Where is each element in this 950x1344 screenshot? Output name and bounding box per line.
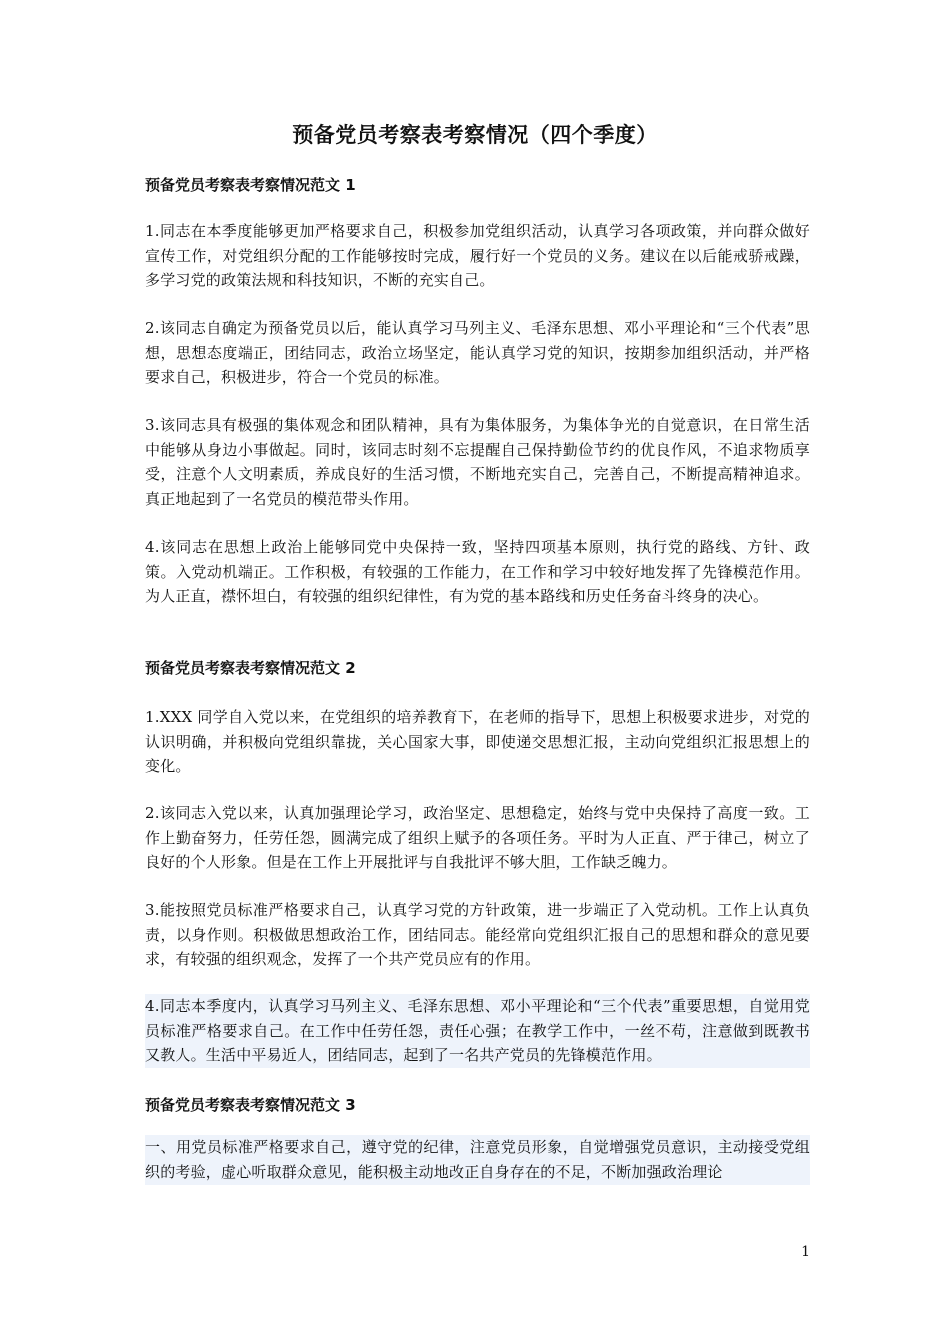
paragraph-2-2: 2.该同志入党以来，认真加强理论学习，政治坚定、思想稳定，始终与党中央保持了高度一致。工作上勤奋努力，任劳任怨，圆满完成了组织上赋予的各项任务。平时为人正直、严于律己，树立了良好的个人形象。但是在工作上开展批评与自我批评不够大胆，工作缺乏魄力。 xyxy=(145,804,810,871)
section-heading-2: 预备党员考察表考察情况范文 2 xyxy=(145,659,356,677)
section-heading-1: 预备党员考察表考察情况范文 1 xyxy=(145,176,356,194)
paragraph-1-4: 4.该同志在思想上政治上能够同党中央保持一致，坚持四项基本原则，执行党的路线、方针、政策。入党动机端正。工作积极，有较强的工作能力，在工作和学习中较好地发挥了先锋模范作用。为人正直，襟怀坦白，有较强的组织纪律性，有为党的基本路线和历史任务奋斗终身的决心。 xyxy=(145,538,810,605)
paragraph-1-3: 3.该同志具有极强的集体观念和团队精神，具有为集体服务，为集体争光的自觉意识，在日常生活中能够从身边小事做起。同时，该同志时刻不忘提醒自己保持勤俭节约的优良作风，不追求物质享受，注意个人文明素质，养成良好的生活习惯，不断地充实自己，完善自己，不断提高精神追求。真正地起到了一名党员的模范带头作用。 xyxy=(145,416,810,508)
paragraph-1-1: 1.同志在本季度能够更加严格要求自己，积极参加党组织活动，认真学习各项政策，并向群众做好宣传工作，对党组织分配的工作能够按时完成，履行好一个党员的义务。建议在以后能戒骄戒躁，多学习党的政策法规和科技知识，不断的充实自己。 xyxy=(145,222,810,289)
section-heading-3: 预备党员考察表考察情况范文 3 xyxy=(145,1096,356,1114)
paragraph-2-3: 3.能按照党员标准严格要求自己，认真学习党的方针政策，进一步端正了入党动机。工作上认真负责，以身作则。积极做思想政治工作，团结同志。能经常向党组织汇报自己的思想和群众的意见要求，有较强的组织观念，发挥了一个共产党员应有的作用。 xyxy=(145,901,810,968)
document-title: 预备党员考察表考察情况（四个季度） xyxy=(292,123,658,147)
page-number: 1 xyxy=(801,1244,810,1260)
paragraph-1-2: 2.该同志自确定为预备党员以后，能认真学习马列主义、毛泽东思想、邓小平理论和“三个代表”思想，思想态度端正，团结同志，政治立场坚定，能认真学习党的知识，按期参加组织活动，并严格要求自己，积极进步，符合一个党员的标准。 xyxy=(145,319,810,386)
paragraph-2-4: 4.同志本季度内，认真学习马列主义、毛泽东思想、邓小平理论和“三个代表”重要思想，自觉用党员标准严格要求自己。在工作中任劳任怨，责任心强；在教学工作中，一丝不苟，注意做到既教书又教人。生活中平易近人，团结同志，起到了一名共产党员的先锋模范作用。 xyxy=(145,994,810,1068)
paragraph-2-1: 1.XXX 同学自入党以来，在党组织的培养教育下，在老师的指导下，思想上积极要求进步，对党的认识明确，并积极向党组织靠拢，关心国家大事，即使递交思想汇报，主动向党组织汇报思想上的变化。 xyxy=(145,708,810,775)
paragraph-3-1: 一、用党员标准严格要求自己，遵守党的纪律，注意党员形象，自觉增强党员意识，主动接受党组织的考验，虚心听取群众意见，能积极主动地改正自身存在的不足，不断加强政治理论 xyxy=(145,1135,810,1185)
